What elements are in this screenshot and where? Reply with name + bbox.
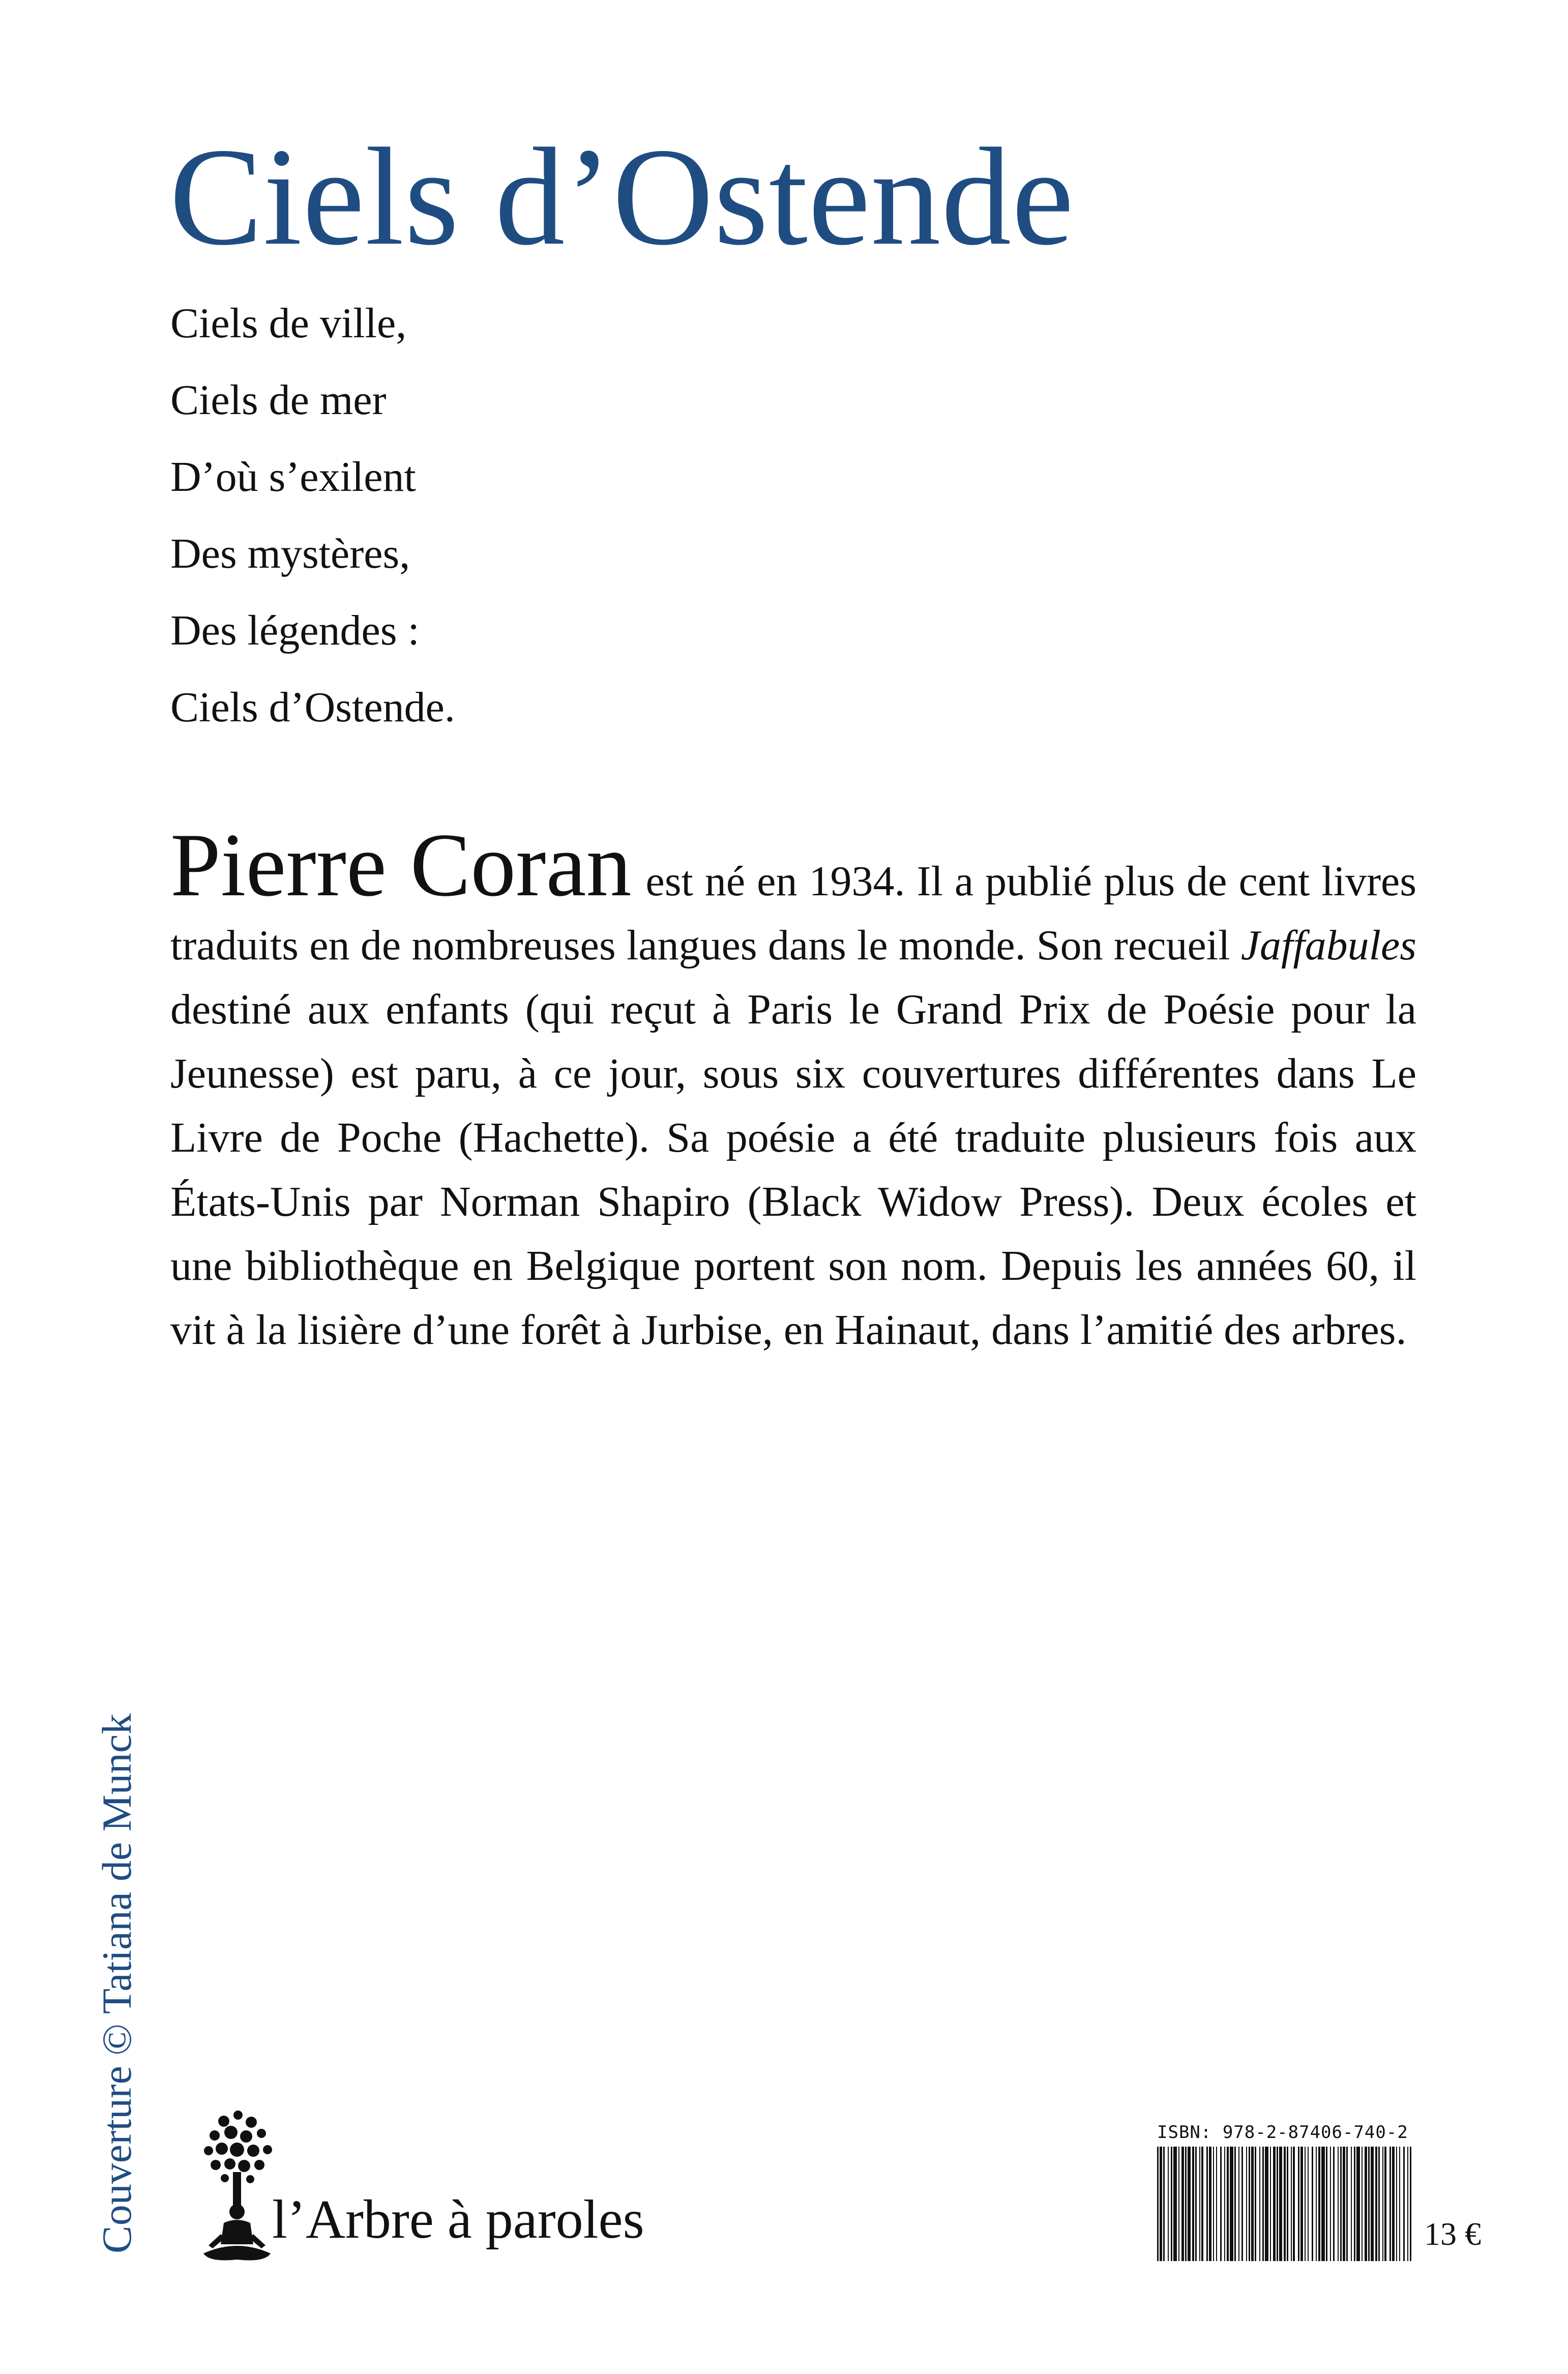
barcode-bar [1382, 2147, 1383, 2261]
barcode-bar [1300, 2147, 1303, 2261]
isbn-number: ISBN: 978-2-87406-740-2 [1157, 2122, 1408, 2143]
barcode-bar [1308, 2147, 1309, 2261]
barcode-bar [1209, 2147, 1211, 2261]
barcode-bar [1188, 2147, 1191, 2261]
barcode-bar [1262, 2147, 1264, 2261]
author-name: Pierre Coran [170, 814, 632, 915]
barcode-bar [1321, 2147, 1325, 2261]
barcode-bar [1368, 2147, 1370, 2261]
barcode-bar [1173, 2147, 1177, 2261]
book-title: Ciels d’Ostende [169, 120, 1075, 274]
poem-line: Ciels de mer [170, 376, 387, 424]
tree-meditating-figure-icon [188, 2101, 285, 2269]
poem-line: Ciels d’Ostende. [170, 684, 455, 731]
barcode-bar [1181, 2147, 1184, 2261]
barcode-bar [1273, 2147, 1276, 2261]
barcode-bar [1206, 2147, 1208, 2261]
barcode-bar [1178, 2147, 1179, 2261]
barcode-bar [1389, 2147, 1391, 2261]
barcode-bar [1168, 2147, 1169, 2261]
barcode-bar [1371, 2147, 1374, 2261]
barcode-bar [1343, 2147, 1345, 2261]
book-reference: Jaffabules [1240, 922, 1416, 969]
barcode-bar [1192, 2147, 1194, 2261]
barcode-bar [1227, 2147, 1229, 2261]
barcode-bar [1392, 2147, 1395, 2261]
barcode-bar [1163, 2147, 1165, 2261]
barcode-bar [1277, 2147, 1278, 2261]
barcode-bar [1378, 2147, 1380, 2261]
barcode-bar [1234, 2147, 1236, 2261]
bio-text-part-2: destiné aux enfants (qui reçut à Paris le Grand Prix de Poésie pour la Jeunesse) est paru, à ce jour, sous six couvertures différentes dans Le Livre de Poche (Hachette). Sa poésie a été traduite plusieurs fois aux États-Unis par Norman Shapiro (Black Widow Press). Deux écoles et une bibliothèque en Belgique portent son nom. Depuis les années 60, il vit à la lisière d’une forêt à Jurbise, en Hainaut, dans l’amitié des arbres. [170, 986, 1416, 1354]
poem-line: Ciels de ville, [170, 300, 407, 347]
barcode-bar [1279, 2147, 1282, 2261]
barcode-bar [1287, 2147, 1288, 2261]
barcode-bar [1305, 2147, 1306, 2261]
barcode-bar [1356, 2147, 1360, 2261]
barcode-bar [1241, 2147, 1243, 2261]
barcode-bar [1195, 2147, 1197, 2261]
barcode-bar [1316, 2147, 1317, 2261]
barcode-bar [1213, 2147, 1214, 2261]
barcode-bar [1291, 2147, 1292, 2261]
barcode-bar [1312, 2147, 1313, 2261]
barcode-bar [1346, 2147, 1348, 2261]
barcode-bar [1224, 2147, 1225, 2261]
barcode-bar [1216, 2147, 1217, 2261]
barcode-bar [1318, 2147, 1320, 2261]
barcode [1157, 2147, 1411, 2261]
barcode-bar [1230, 2147, 1233, 2261]
poem-line: Des légendes : [170, 607, 420, 654]
barcode-bar [1199, 2147, 1200, 2261]
author-biography [170, 814, 1417, 1362]
barcode-bar [1351, 2147, 1352, 2261]
barcode-bar [1171, 2147, 1172, 2261]
barcode-bar [1298, 2147, 1299, 2261]
barcode-bar [1410, 2147, 1411, 2261]
barcode-bar [1399, 2147, 1400, 2261]
barcode-bar [1293, 2147, 1295, 2261]
barcode-bar [1238, 2147, 1239, 2261]
barcode-bar [1251, 2147, 1254, 2261]
barcode-bar [1326, 2147, 1327, 2261]
barcode-bar [1220, 2147, 1222, 2261]
barcode-bar [1201, 2147, 1203, 2261]
cover-credit: Couverture © Tatiana de Munck [94, 1713, 140, 2253]
barcode-bar [1160, 2147, 1162, 2261]
barcode-bar [1185, 2147, 1187, 2261]
barcode-bar [1340, 2147, 1342, 2261]
barcode-bar [1255, 2147, 1256, 2261]
barcode-bar [1249, 2147, 1250, 2261]
barcode-bar [1407, 2147, 1408, 2261]
barcode-bar [1284, 2147, 1286, 2261]
barcode-bar [1354, 2147, 1355, 2261]
barcode-bar [1270, 2147, 1271, 2261]
barcode-bar [1330, 2147, 1331, 2261]
poem [170, 285, 455, 746]
barcode-bar [1338, 2147, 1339, 2261]
barcode-bar [1365, 2147, 1367, 2261]
barcode-bar [1333, 2147, 1335, 2261]
barcode-bar [1396, 2147, 1397, 2261]
barcode-bar [1246, 2147, 1247, 2261]
barcode-bar [1259, 2147, 1260, 2261]
barcode-bar [1375, 2147, 1377, 2261]
barcode-bar [1403, 2147, 1405, 2261]
barcode-bar [1157, 2147, 1159, 2261]
barcode-bar [1265, 2147, 1268, 2261]
poem-line: Des mystères, [170, 530, 410, 577]
publisher-name: l’Arbre à paroles [272, 2189, 644, 2250]
poem-line: D’où s’exilent [170, 453, 416, 501]
barcode-bar [1362, 2147, 1363, 2261]
barcode-bar [1384, 2147, 1386, 2261]
price: 13 € [1424, 2216, 1481, 2252]
bio-text-part-1: est né en 1934. Il a publié plus de cent livres traduits en de nombreuses langues dans le monde. Son recueil [170, 858, 1417, 969]
